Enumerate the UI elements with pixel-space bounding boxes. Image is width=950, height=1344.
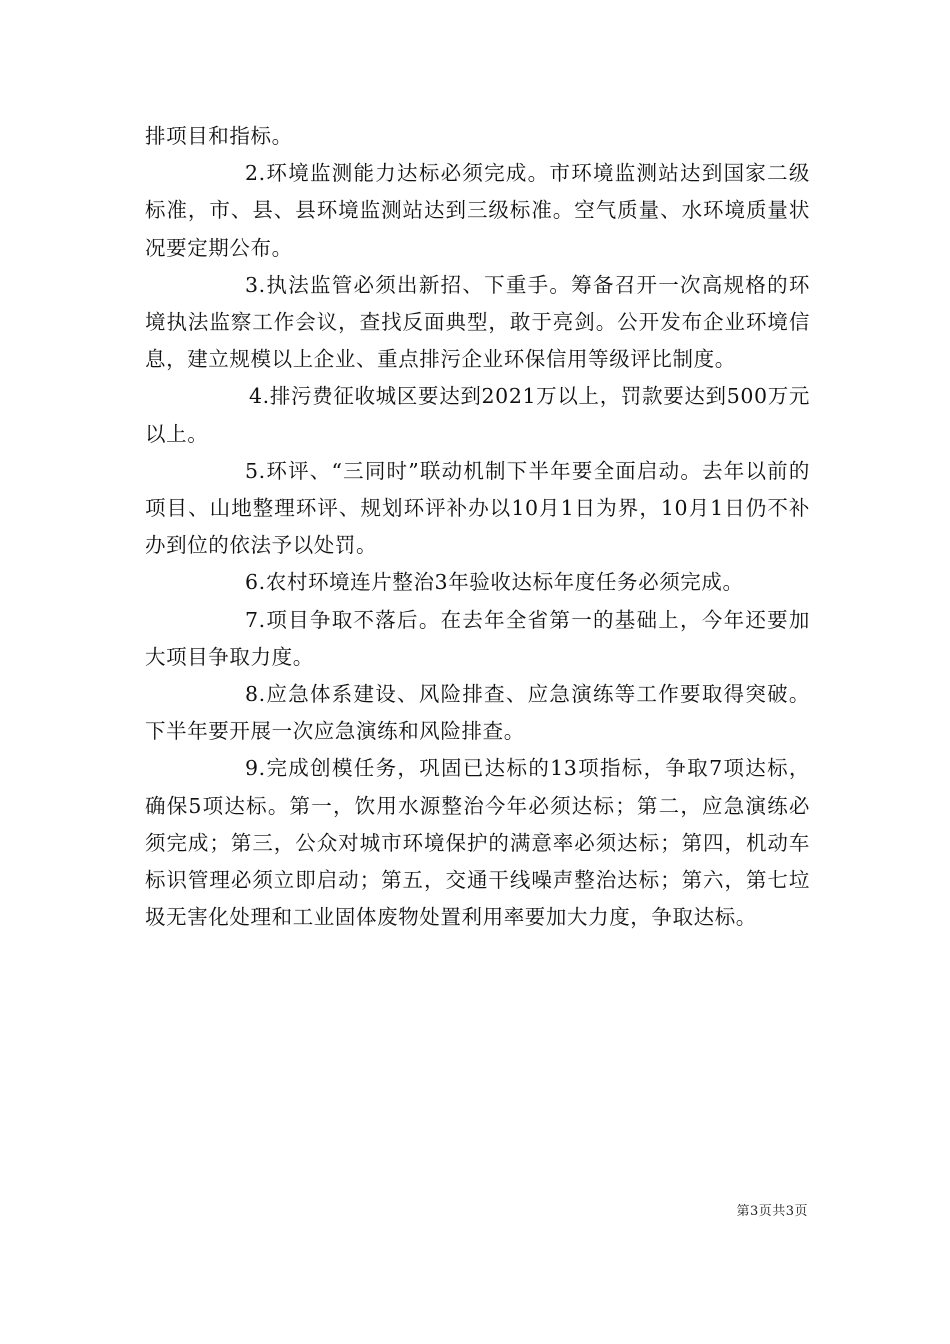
- paragraph-item-2: 2.环境监测能力达标必须完成。市环境监测站达到国家二级标准，市、县、县环境监测站达到三级标准。空气质量、水环境质量状况要定期公布。: [145, 161, 810, 260]
- paragraph-item-5: 5.环评、“三同时”联动机制下半年要全面启动。去年以前的项目、山地整理环评、规划环评补办以10月1日为界，10月1日仍不补办到位的依法予以处罚。: [145, 458, 810, 558]
- paragraph-item-3: 3.执法监管必须出新招、下重手。筹备召开一次高规格的环境执法监察工作会议，查找反面典型，敢于亮剑。公开发布企业环境信息，建立规模以上企业、重点排污企业环保信用等级评比制度。: [145, 272, 810, 372]
- page-number-footer: 第3页共3页: [736, 1204, 808, 1219]
- paragraph-continuation: 排项目和指标。: [145, 124, 293, 148]
- paragraph-item-7: 7.项目争取不落后。在去年全省第一的基础上，今年还要加大项目争取力度。: [145, 607, 810, 669]
- paragraph-item-9: 9.完成创模任务，巩固已达标的13项指标，争取7项达标，确保5项达标。第一，饮用水源整治今年必须达标；第二，应急演练必须完成；第三，公众对城市环境保护的满意率必须达标；第四，机动车标识管理必须立即启动；第五，交通干线噪声整治达标；第六，第七垃圾无害化处理和工业固体废物处置利用率要加大力度，争取达标。: [145, 756, 810, 930]
- paragraph-item-6: 6.农村环境连片整治3年验收达标年度任务必须完成。: [245, 570, 744, 595]
- document-body: [145, 118, 810, 936]
- paragraph-item-8: 8.应急体系建设、风险排查、应急演练等工作要取得突破。下半年要开展一次应急演练和风险排查。: [145, 682, 810, 744]
- paragraph-item-4: 4.排污费征收城区要达到2021万以上，罚款要达到500万元以上。: [145, 384, 810, 446]
